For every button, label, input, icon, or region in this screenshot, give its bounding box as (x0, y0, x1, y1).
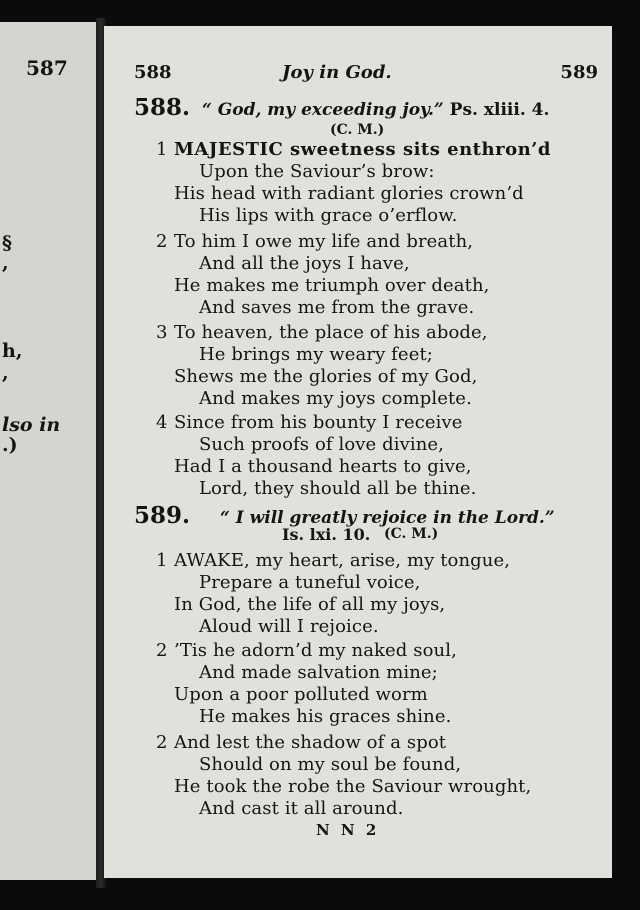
left-page-fragment-text: .) (2, 434, 18, 456)
verse-line: ’Tis he adorn’d my naked soul, (174, 640, 457, 661)
verse-line: Should on my soul be found, (199, 754, 462, 775)
verse-line: AWAKE, my heart, arise, my tongue, (174, 550, 511, 571)
hymn-title: “ God, my exceeding joy.” (202, 100, 444, 120)
verse-line: He makes his graces shine. (199, 706, 452, 727)
verse-line: Since from his bounty I receive (174, 412, 463, 433)
verse-number: 4 (156, 412, 168, 433)
header-right-number: 589 (560, 62, 598, 83)
verse-line: Prepare a tuneful voice, (199, 572, 421, 593)
verse-line: His head with radiant glories crown’d (174, 183, 524, 204)
verse-line: Had I a thousand hearts to give, (174, 456, 472, 477)
left-page-fragment-text: h, (2, 340, 23, 362)
right-page (104, 26, 612, 878)
left-page-number: 587 (26, 56, 68, 80)
verse-number: 1 (156, 139, 168, 160)
left-page-fragment-text: § (2, 232, 12, 254)
verse-line: Shews me the glories of my God, (174, 366, 478, 387)
hymn-meter: (C. M.) (330, 122, 385, 138)
printer-signature: N N 2 (316, 821, 380, 839)
page-header (104, 62, 612, 92)
hymn-588-heading (134, 94, 549, 121)
verse-line: Upon the Saviour’s brow: (199, 161, 435, 182)
verse-line: And saves me from the grave. (199, 297, 475, 318)
verse-line: To heaven, the place of his abode, (174, 322, 488, 343)
hymn-number: 589. (134, 502, 191, 529)
verse-line: And made salvation mine; (199, 662, 438, 683)
verse-line: Such proofs of love divine, (199, 434, 444, 455)
verse-line: His lips with grace o’erflow. (199, 205, 458, 226)
verse-line: And makes my joys complete. (199, 388, 472, 409)
verse-line: To him I owe my life and breath, (174, 231, 474, 252)
header-title: Joy in God. (282, 62, 392, 83)
hymn-reference: Ps. xliii. 4. (449, 100, 550, 120)
verse-number: 3 (156, 322, 168, 343)
verse-number: 2 (156, 640, 168, 661)
verse-line: Aloud will I rejoice. (199, 616, 379, 637)
verse-line: Lord, they should all be thine. (199, 478, 477, 499)
header-left-number: 588 (134, 62, 172, 83)
verse-line: He took the robe the Saviour wrought, (174, 776, 532, 797)
verse-line: He makes me triumph over death, (174, 275, 490, 296)
left-page-fragment-text: , (2, 252, 9, 274)
verse-line: And cast it all around. (199, 798, 404, 819)
hymn-reference: Is. lxi. 10. (282, 525, 371, 544)
verse-line: He brings my weary feet; (199, 344, 433, 365)
hymn-number: 588. (134, 94, 191, 121)
left-page-fragment-text: , (2, 362, 9, 384)
verse-number: 2 (156, 732, 168, 753)
verse-line: And all the joys I have, (199, 253, 410, 274)
verse-number: 1 (156, 550, 168, 571)
verse-number: 2 (156, 231, 168, 252)
verse-line: MAJESTIC sweetness sits enthron’d (174, 139, 552, 160)
hymn-meter: (C. M.) (384, 526, 439, 542)
hymn-title: “ I will greatly rejoice in the Lord.” (220, 508, 555, 528)
verse-line: In God, the life of all my joys, (174, 594, 446, 615)
verse-line: Upon a poor polluted worm (174, 684, 428, 705)
left-page-fragment-text: lso in (2, 414, 61, 436)
verse-line: And lest the shadow of a spot (174, 732, 447, 753)
left-page-fragment (0, 22, 96, 880)
